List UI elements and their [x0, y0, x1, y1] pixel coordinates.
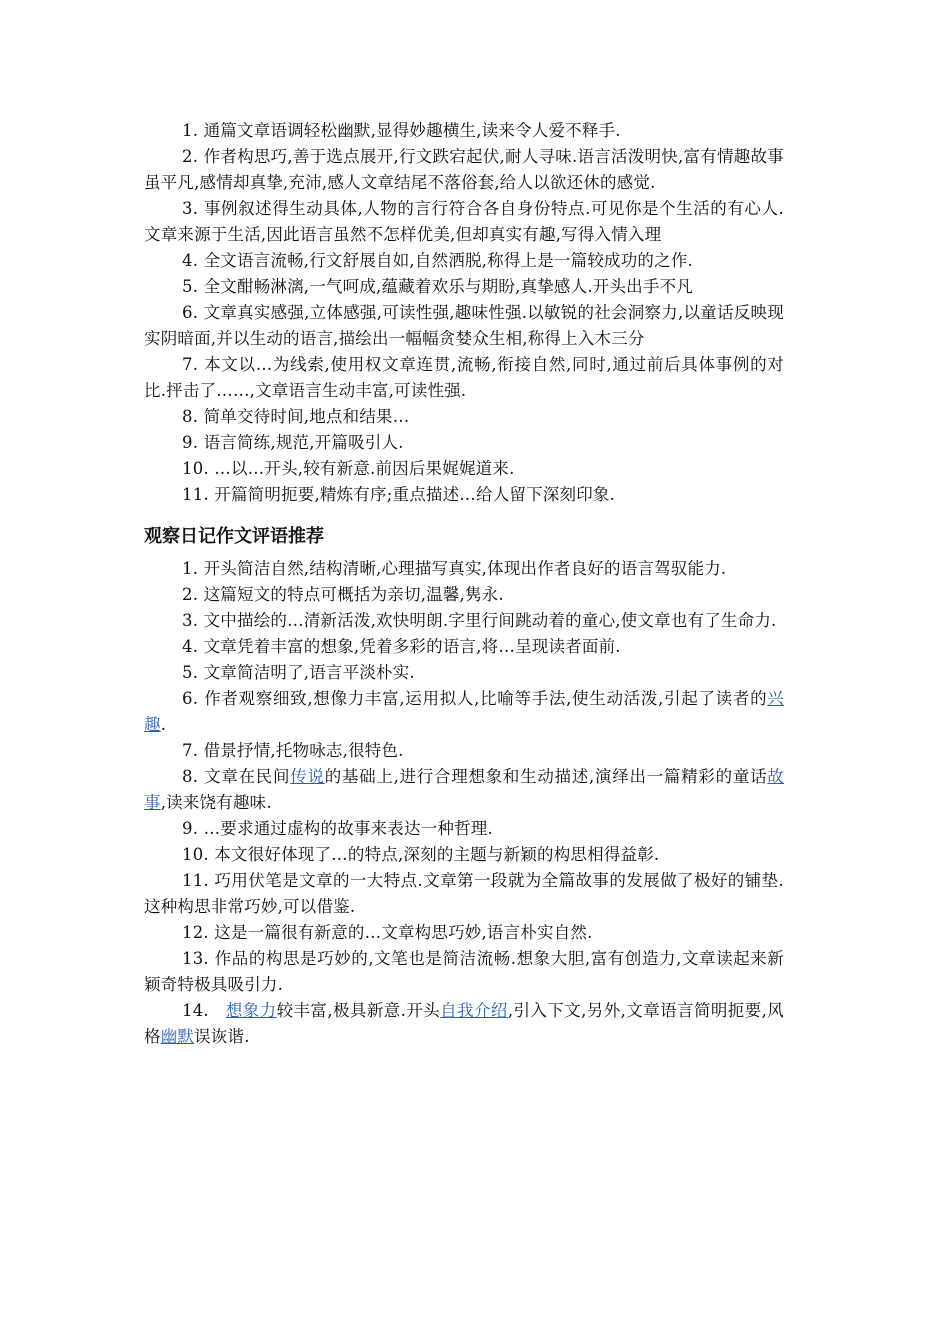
list-item: 1. 开头简洁自然,结构清晰,心理描写真实,体现出作者良好的语言驾驭能力. — [182, 559, 727, 578]
item-text: ,引入下文,另外,文章语言简明扼要,风格 — [144, 1001, 784, 1046]
humor-link[interactable]: 幽默 — [160, 1027, 195, 1046]
list-item: 5. 全文酣畅淋漓,一气呵成,蕴藏着欢乐与期盼,真挚感人.开头出手不凡 — [182, 277, 693, 296]
story-link[interactable]: 故事 — [144, 767, 784, 812]
item-text: 6. 作者观察细致,想像力丰富,运用拟人,比喻等手法,使生动活泼,引起了读者的 — [182, 689, 768, 708]
imagination-link[interactable]: 想象力 — [225, 1001, 277, 1020]
list-item: 10. 本文很好体现了…的特点,深刻的主题与新颖的构思相得益彰. — [182, 845, 660, 864]
list-item: 10. …以…开头,较有新意.前因后果娓娓道来. — [182, 459, 515, 478]
list-item: 6. 文章真实感强,立体感强,可读性强,趣味性强.以敏锐的社会洞察力,以童话反映现实阴暗面,并以生动的语言,描绘出一幅幅贪婪众生相,称得上入木三分 — [144, 303, 784, 348]
list-item: 11. 巧用伏笔是文章的一大特点.文章第一段就为全篇故事的发展做了极好的铺垫.这种构思非常巧妙,可以借鉴. — [144, 871, 784, 916]
list-item: 2. 这篇短文的特点可概括为亲切,温馨,隽永. — [182, 585, 504, 604]
list-item — [144, 764, 784, 816]
list-item: 7. 借景抒情,托物咏志,很特色. — [182, 741, 404, 760]
list-item — [144, 686, 784, 738]
legend-link[interactable]: 传说 — [290, 767, 325, 786]
list-item: 1. 通篇文章语调轻松幽默,显得妙趣横生,读来令人爱不释手. — [182, 121, 621, 140]
self-introduction-link[interactable]: 自我介绍 — [440, 1001, 508, 1020]
list-item — [144, 998, 784, 1050]
item-text: 8. 文章在民间 — [182, 767, 291, 786]
list-item: 9. 语言简练,规范,开篇吸引人. — [182, 433, 404, 452]
list-item: 12. 这是一篇很有新意的…文章构思巧妙,语言朴实自然. — [182, 923, 593, 942]
section-heading: 观察日记作文评语推荐 — [144, 526, 324, 547]
list-item: 13. 作品的构思是巧妙的,文笔也是简洁流畅.想象大胆,富有创造力,文章读起来新颖奇特极具吸引力. — [144, 949, 784, 994]
item-text: ,读来饶有趣味. — [160, 793, 272, 812]
document-page — [144, 118, 784, 1050]
comment-list-1 — [144, 118, 784, 508]
list-item: 7. 本文以…为线索,使用权文章连贯,流畅,衔接自然,同时,通过前后具体事例的对比.抨击了……,文章语言生动丰富,可读性强. — [144, 355, 784, 400]
list-item: 4. 文章凭着丰富的想象,凭着多彩的语言,将…呈现读者面前. — [182, 637, 621, 656]
list-item: 5. 文章简洁明了,语言平淡朴实. — [182, 663, 415, 682]
list-item: 4. 全文语言流畅,行文舒展自如,自然洒脱,称得上是一篇较成功的之作. — [182, 251, 693, 270]
item-text: 的基础上,进行合理想象和生动描述,演绎出一篇精彩的童话 — [324, 767, 768, 786]
item-text: 误诙谐. — [194, 1027, 250, 1046]
comment-list-2 — [144, 556, 784, 1050]
list-item: 3. 文中描绘的…清新活泼,欢快明朗.字里行间跳动着的童心,使文章也有了生命力. — [182, 611, 777, 630]
interest-link[interactable]: 兴趣 — [144, 689, 784, 734]
list-item: 3. 事例叙述得生动具体,人物的言行符合各自身份特点.可见你是个生活的有心人.文章来源于生活,因此语言虽然不怎样优美,但却真实有趣,写得入情入理 — [144, 199, 784, 244]
list-item: 9. …要求通过虚构的故事来表达一种哲理. — [182, 819, 493, 838]
list-item: 8. 简单交待时间,地点和结果… — [182, 407, 410, 426]
list-item: 2. 作者构思巧,善于选点展开,行文跌宕起伏,耐人寻味.语言活泼明快,富有情趣故事虽平凡,感情却真挚,充沛,感人文章结尾不落俗套,给人以欲还休的感觉. — [144, 147, 784, 192]
item-text: 较丰富,极具新意.开头 — [276, 1001, 441, 1020]
item-text: . — [160, 715, 167, 734]
list-item: 11. 开篇简明扼要,精炼有序;重点描述…给人留下深刻印象. — [182, 485, 616, 504]
item-number: 14. — [182, 1001, 226, 1020]
